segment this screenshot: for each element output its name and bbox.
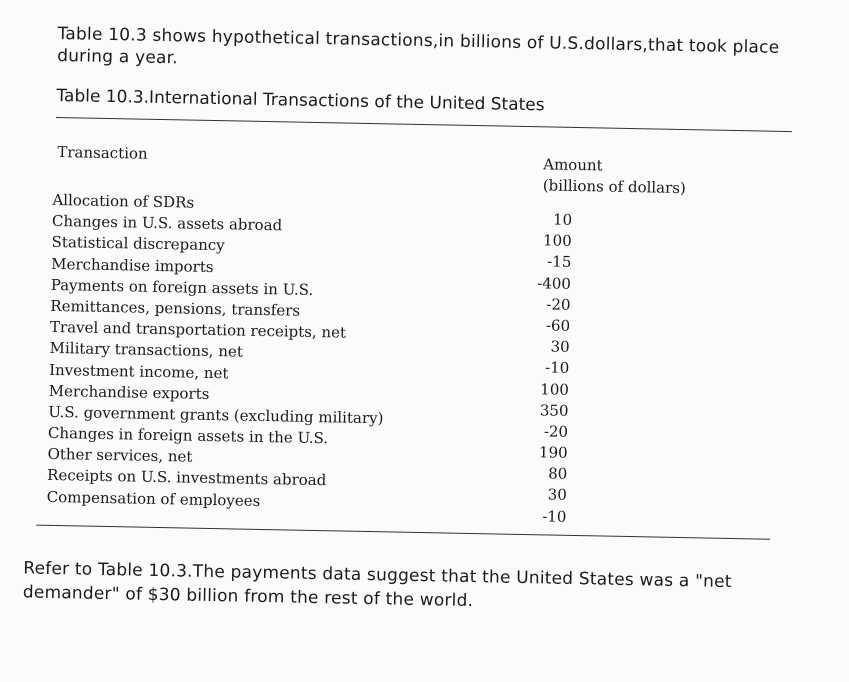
header-transaction: Transaction [57, 143, 148, 163]
table-top-rule [56, 117, 792, 132]
transactions-table [46, 190, 573, 526]
row-amount: 30 [550, 337, 570, 357]
row-label: Merchandise imports [51, 254, 214, 276]
row-label: Remittances, pensions, transfers [50, 296, 301, 320]
row-amount: -400 [537, 273, 572, 293]
row-amount: 30 [547, 485, 568, 505]
row-amount: -15 [547, 252, 572, 272]
row-label: Investment income, net [49, 360, 229, 382]
row-amount: 100 [540, 379, 570, 399]
row-amount: -20 [546, 295, 571, 314]
intro-paragraph: Table 10.3 shows hypothetical transactions,in billions of U.S.dollars,that took place during a year. [57, 23, 780, 69]
row-label: Allocation of SDRs [52, 190, 195, 212]
row-amount: 10 [552, 210, 573, 229]
row-amount: 100 [542, 231, 572, 251]
header-amount-line1: Amount [543, 155, 603, 175]
row-amount: -10 [544, 358, 570, 378]
row-label: Changes in U.S. assets abroad [51, 212, 283, 235]
header-amount-line2: (billions of dollars) [542, 176, 686, 198]
row-amount: -60 [545, 316, 571, 335]
row-label: Other services, net [47, 445, 193, 466]
row-amount: -20 [543, 422, 569, 441]
row-label: Changes in foreign assets in the U.S. [47, 423, 329, 448]
question-text: Refer to Table 10.3.The payments data suggest that the United States was a "net demander" of $30 billion from the rest of the world. [22, 558, 732, 612]
row-label: Statistical discrepancy [51, 233, 225, 255]
table-bottom-rule [36, 525, 770, 540]
row-amount: -10 [542, 507, 567, 526]
row-label: U.S. government grants (excluding military) [48, 402, 384, 428]
row-label: Travel and transportation receipts, net [49, 318, 347, 342]
row-amount: 80 [547, 464, 568, 484]
header-amount [543, 154, 687, 199]
row-label: Receipts on U.S. investments abroad [46, 466, 327, 490]
row-label: Payments on foreign assets in U.S. [50, 275, 314, 299]
row-amount: 190 [538, 443, 568, 462]
row-label: Compensation of employees [46, 487, 261, 510]
row-label: Merchandise exports [48, 381, 210, 403]
row-label: Military transactions, net [49, 339, 244, 361]
table-title: Table 10.3.International Transactions of the United States [56, 85, 545, 116]
row-amount: 350 [539, 401, 569, 420]
